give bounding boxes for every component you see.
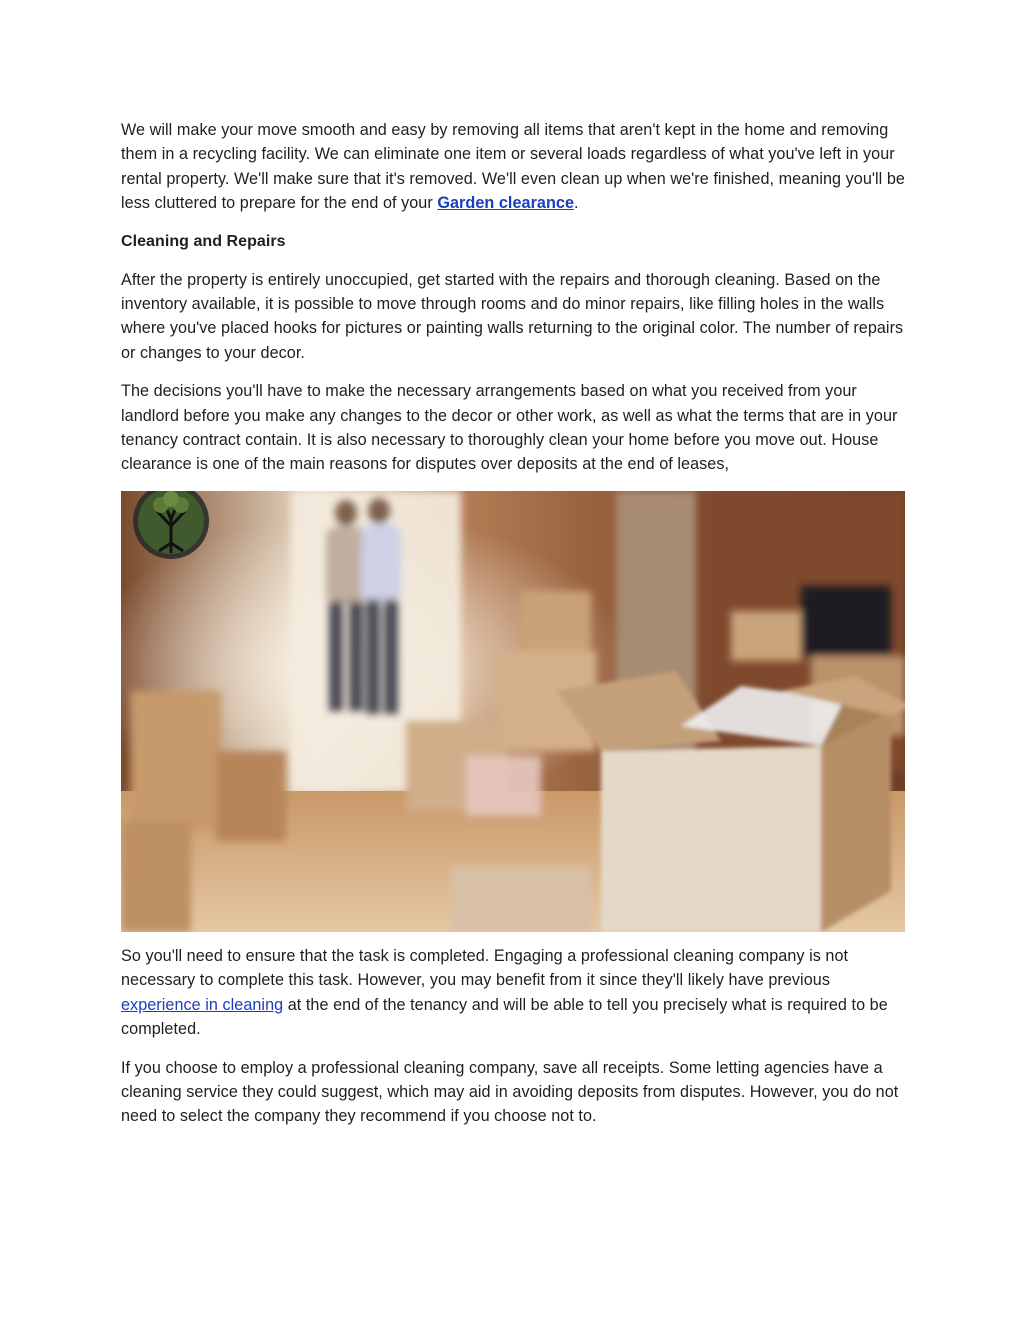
- intro-paragraph: [121, 118, 905, 216]
- garden-clearance-link[interactable]: Garden clearance: [437, 194, 575, 213]
- document-body: [121, 118, 905, 1129]
- moving-boxes-photo: [121, 491, 905, 932]
- repairs-paragraph: After the property is entirely unoccupied, get started with the repairs and thorough cleaning. Based on the inventory available, it is possible to move through rooms and do minor repairs, like filling holes in the walls where you've placed hooks for pictures or painting walls returning to the original color. The number of repairs or changes to your decor.: [121, 270, 904, 362]
- intro-end: .: [574, 194, 579, 213]
- task-text: So you'll need to ensure that the task is completed. Engaging a professional cleaning company is not necessary to complete this task. However, you may benefit from it since they'll likely have previous: [121, 946, 849, 990]
- task-paragraph: [121, 944, 905, 1042]
- intro-text: We will make your move smooth and easy by removing all items that aren't kept in the home and removing them in a recycling facility. We can eliminate one item or several loads regardless of what you've left in your rental property. We'll make sure that it's removed. We'll even clean up when we're finished, meaning you'll be less cluttered to prepare for the end of your: [121, 121, 905, 213]
- receipts-paragraph: If you choose to employ a professional cleaning company, save all receipts. Some letting agencies have a cleaning service they could suggest, which may aid in avoiding deposits from disputes. However, you do not need to select the company they recommend if you choose not to.: [121, 1058, 899, 1126]
- section-heading: Cleaning and Repairs: [121, 232, 286, 250]
- experience-in-cleaning-link[interactable]: experience in cleaning: [121, 995, 284, 1014]
- decisions-paragraph: The decisions you'll have to make the necessary arrangements based on what you received from your landlord before you make any changes to the decor or other work, as well as what the terms that are in your tenancy contract contain. It is also necessary to thoroughly clean your home before you move out. House clearance is one of the main reasons for disputes over deposits at the end of leases,: [121, 382, 898, 474]
- task-end: at the end of the tenancy and will be able to tell you precisely what is required to be completed.: [121, 995, 888, 1039]
